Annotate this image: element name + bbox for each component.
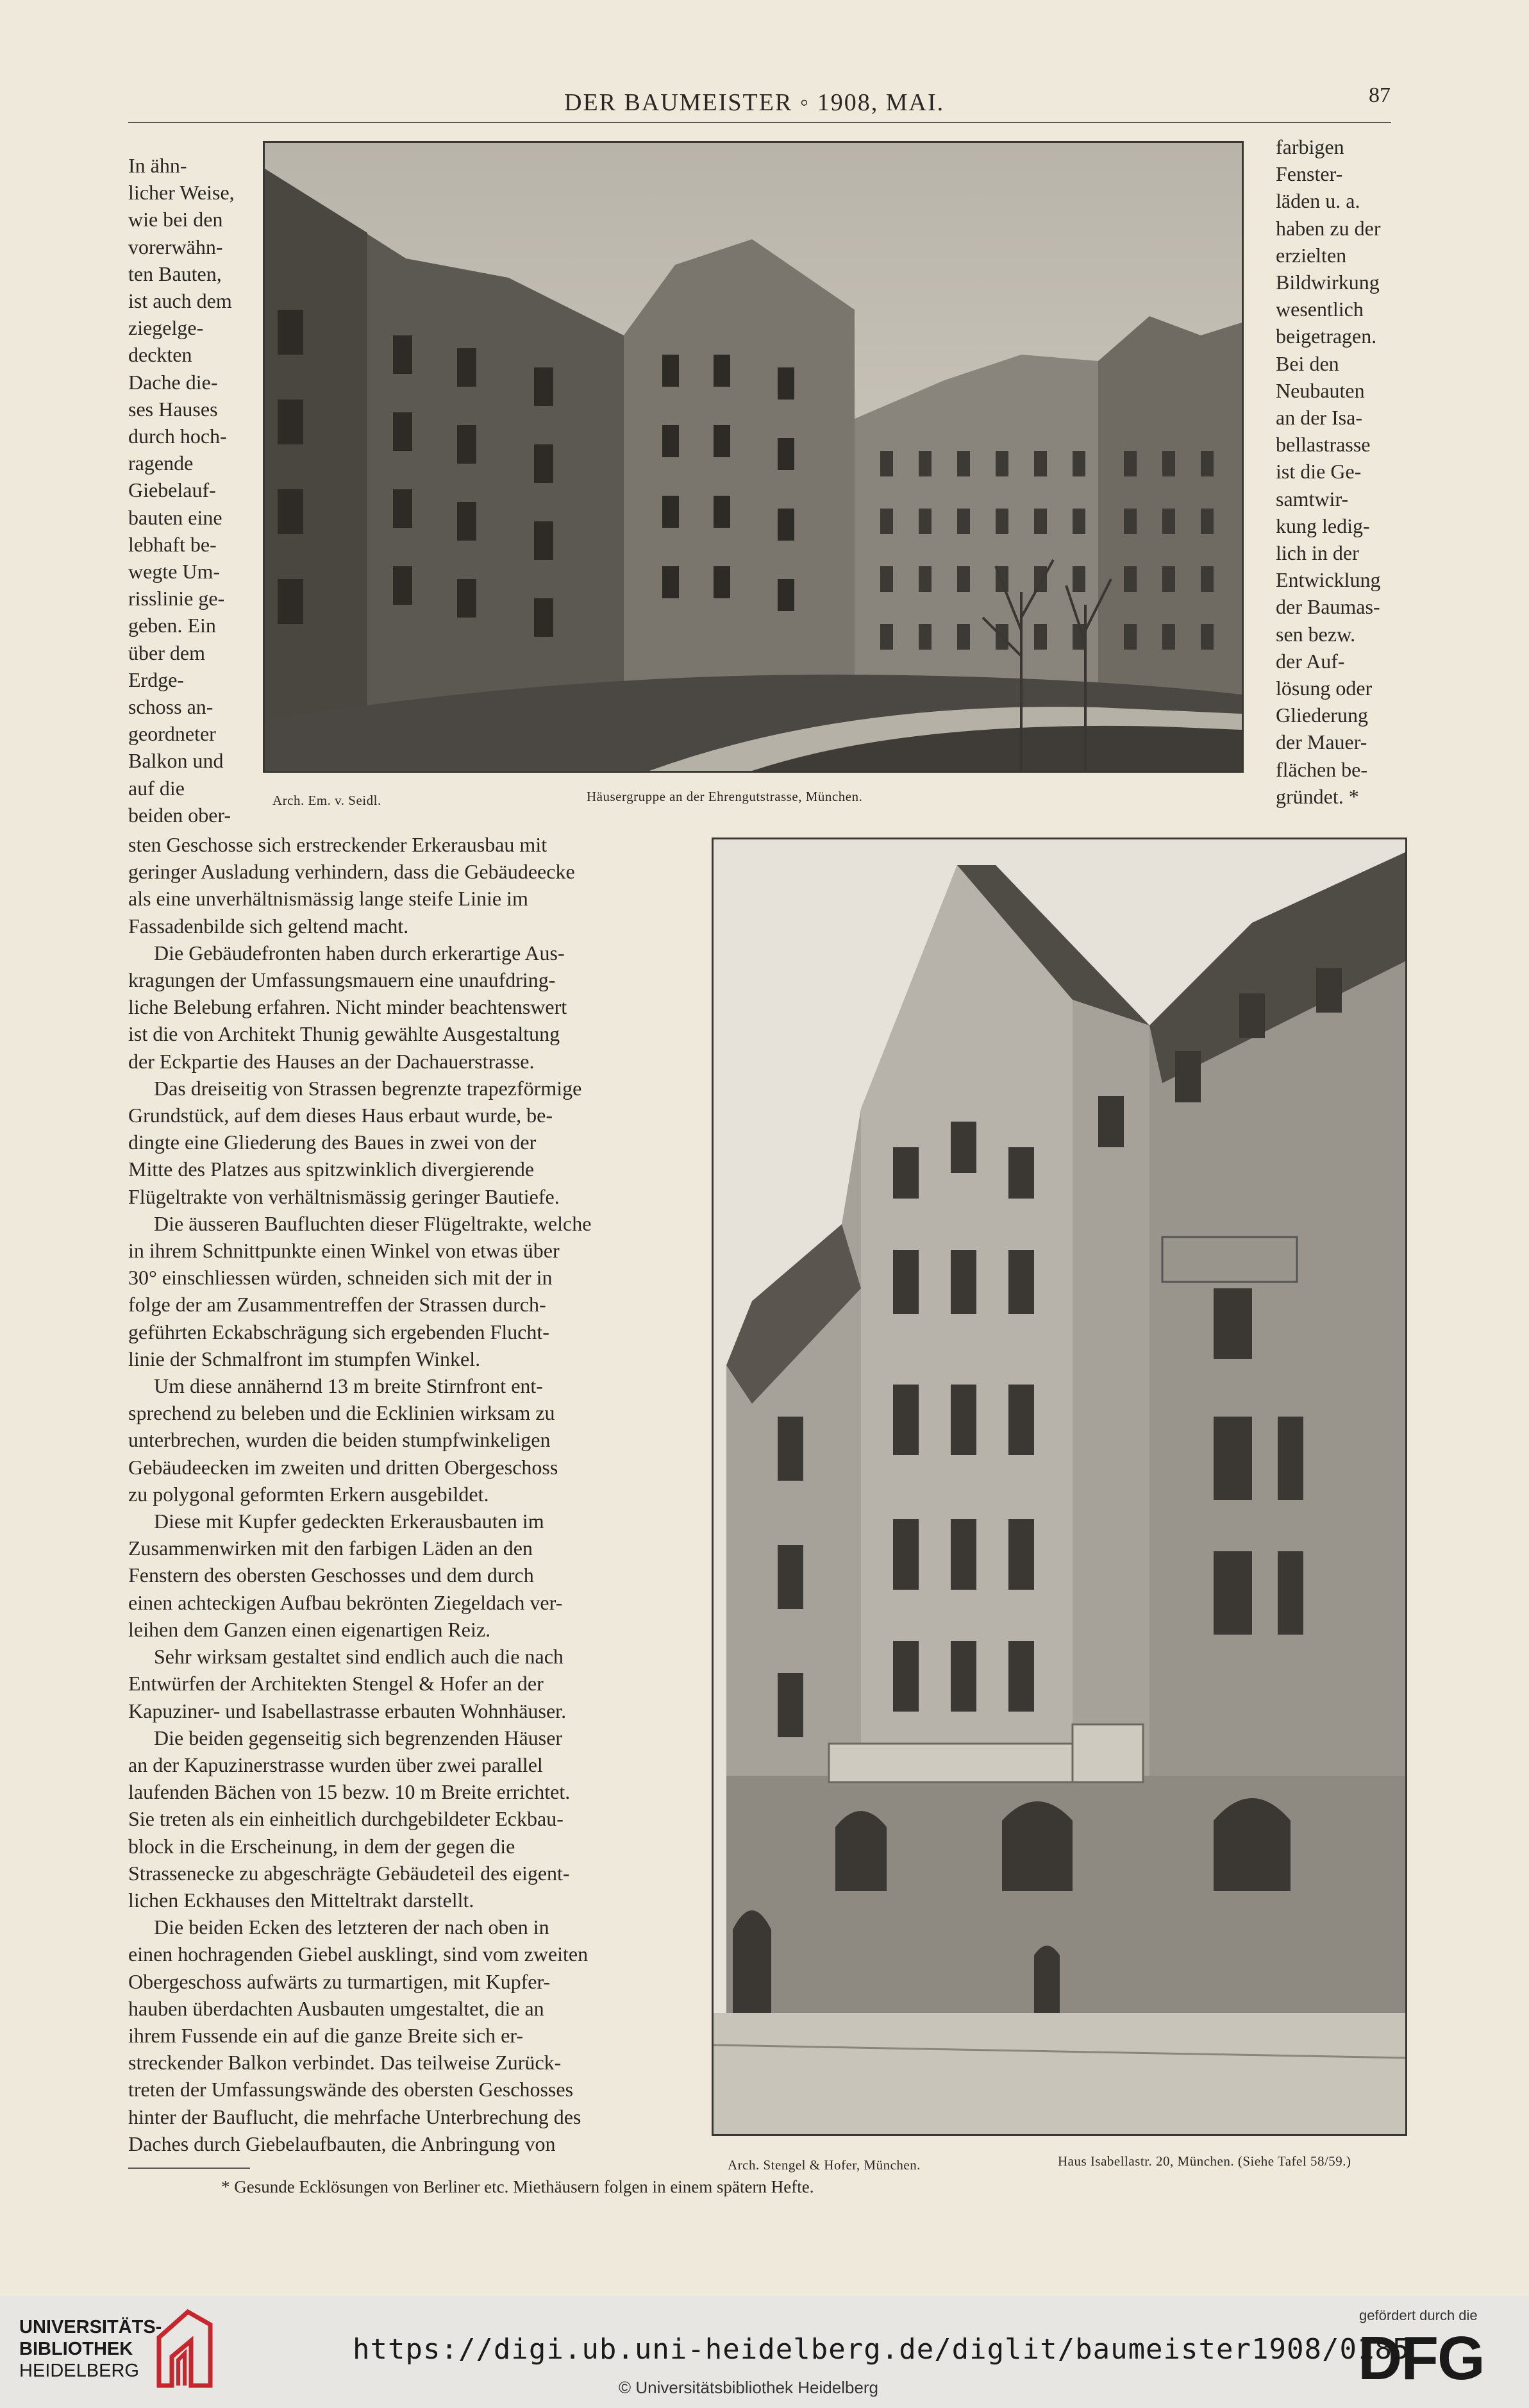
text-line: lebhaft be- [128,532,217,556]
text-line: der Baumas- [1276,595,1380,619]
text-line: Die beiden Ecken des letzteren der nach oben in [154,1915,549,1939]
text-line: ses Hauses [128,397,218,421]
text-line: ist auch dem [128,289,232,313]
text-line: treten der Umfassungswände des obersten Geschosses [128,2078,574,2101]
text-line: wesentlich [1276,298,1364,321]
text-line: haben zu der [1276,216,1381,240]
footnote: * Gesunde Ecklösungen von Berliner etc. Miethäusern folgen in einem spätern Hefte. [221,2177,814,2196]
text-line: dingte eine Gliederung des Baues in zwei von der [128,1131,537,1154]
text-line: lich in der [1276,541,1359,565]
text-line: geben. Ein [128,614,216,637]
text-line: hinter der Bauflucht, die mehrfache Unterbrechung des [128,2105,581,2128]
bottom-figure-caption: Haus Isabellastr. 20, München. (Siehe Tafel 58/59.) [1058,2153,1351,2169]
text-line: Neubauten [1276,378,1365,402]
text-line: Sie treten als ein einheitlich durchgebildeter Eckbau- [128,1807,564,1831]
text-line: risslinie ge- [128,587,225,610]
text-line: an der Kapuzinerstrasse wurden über zwei parallel [128,1753,543,1776]
text-line: der Auf- [1276,649,1345,673]
copyright-notice: © Universitätsbibliothek Heidelberg [619,2378,879,2397]
text-line: sprechend zu beleben und die Ecklinien wirksam zu [128,1401,555,1425]
library-logo-icon [153,2309,217,2389]
text-line: Entwürfen der Architekten Stengel & Hofer an der [128,1672,544,1696]
text-line: Flügeltrakte von verhältnismässig geringer Bautiefe. [128,1184,560,1208]
text-line: Diese mit Kupfer gedeckten Erkerausbauten im [154,1510,544,1533]
text-line: ist die von Architekt Thunig gewählte Ausgestaltung [128,1022,560,1046]
text-line: Die äusseren Baufluchten dieser Flügeltrakte, welche [154,1211,592,1235]
left-text-column [128,152,237,829]
text-line: Kapuziner- und Isabellastrasse erbauten Wohnhäuser. [128,1699,567,1722]
text-line: Bei den [1276,351,1339,375]
text-line: farbigen [1276,135,1344,158]
text-line: Dache die- [128,370,218,394]
text-line: ihrem Fussende ein auf die ganze Breite sich er- [128,2023,524,2047]
text-line: kung ledig- [1276,514,1370,537]
text-line: erzielten [1276,243,1347,267]
text-line: ragende [128,451,194,475]
text-line: Um diese annähernd 13 m breite Stirnfront ent- [154,1374,543,1398]
text-line: wie bei den [128,208,223,232]
text-line: Mitte des Platzes aus spitzwinklich divergierende [128,1158,535,1181]
text-line: Das dreiseitig von Strassen begrenzte trapezförmige [154,1076,582,1100]
text-line: zu polygonal geformten Erkern ausgebildet. [128,1482,489,1506]
top-figure-architect: Arch. Em. v. Seidl. [272,793,381,808]
text-line: durch hoch- [128,425,227,448]
top-figure-caption: Häusergruppe an der Ehrengutstrasse, München. [587,789,863,804]
footnote-rule [128,2168,250,2169]
text-line: 30° einschliessen würden, schneiden sich mit der in [128,1266,553,1290]
text-line: leihen dem Ganzen einen eigenartigen Reiz. [128,1617,491,1641]
right-text-column [1276,133,1401,810]
text-line: Fenstern des obersten Geschosses und dem durch [128,1563,534,1587]
text-line: läden u. a. [1276,189,1360,213]
text-line: laufenden Bächen von 15 bezw. 10 m Breite errichtet. [128,1780,571,1804]
house-facade-illustration [714,839,1405,2134]
main-text-column [128,831,683,2157]
library-line-1: UNIVERSITÄTS- [19,2317,162,2337]
text-line: bauten eine [128,505,222,529]
text-line: einen hochragenden Giebel ausklingt, sind vom zweiten [128,1942,589,1966]
text-line: samtwir- [1276,487,1349,510]
text-line: Gliederung [1276,703,1368,727]
library-line-3: HEIDELBERG [19,2361,139,2381]
text-line: flächen be- [1276,757,1368,781]
text-line: Strassenecke zu abgeschrägte Gebäudeteil des eigent- [128,1861,570,1885]
photo-haeusergruppe-ehrengutstrasse [263,141,1244,773]
text-line: geringer Ausladung verhindern, dass die Gebäudeecke [128,860,575,884]
text-line: auf die [128,776,185,800]
viewer-footer [0,2296,1529,2408]
text-line: streckender Balkon verbindet. Das teilweise Zurück- [128,2051,562,2075]
text-line: kragungen der Umfassungsmauern eine unaufdring- [128,968,556,992]
text-line: Zusammenwirken mit den farbigen Läden an den [128,1537,533,1560]
header-rule [128,122,1391,123]
text-line: licher Weise, [128,181,235,205]
text-line: Obergeschoss aufwärts zu turmartigen, mit Kupfer- [128,1969,551,1993]
text-line: an der Isa- [1276,406,1363,430]
text-line: deckten [128,343,192,367]
text-line: Fassadenbilde sich geltend macht. [128,914,409,938]
text-line: lösung oder [1276,677,1373,700]
permalink-url[interactable]: https://digi.ub.uni-heidelberg.de/diglit/baumeister1908/0185 [353,2333,1410,2366]
dfg-logo: DFG [1358,2324,1484,2393]
library-line-2: BIBLIOTHEK [19,2339,133,2359]
text-line: geführten Eckabschrägung sich ergebenden Flucht- [128,1320,549,1343]
text-line: der Mauer- [1276,730,1367,754]
text-line: Entwicklung [1276,568,1381,592]
text-line: unterbrechen, wurden die beiden stumpfwinkeligen [128,1428,551,1452]
text-line: Giebelauf- [128,478,216,502]
text-line: geordneter [128,722,216,746]
text-line: Sehr wirksam gestaltet sind endlich auch die nach [154,1645,564,1669]
funding-label: gefördert durch die [1359,2307,1478,2323]
text-line: hauben überdachten Ausbauten umgestaltet, die an [128,1996,544,2020]
text-line: vorerwähn- [128,235,223,258]
text-line: einen achteckigen Aufbau bekrönten Ziegeldach ver- [128,1590,563,1614]
text-line: Die Gebäudefronten haben durch erkerartige Aus- [154,941,565,964]
text-line: schoss an- [128,695,213,719]
library-name [19,2316,162,2382]
page-number: 87 [1369,83,1391,107]
text-line: In ähn- [128,154,187,177]
text-line: Grundstück, auf dem dieses Haus erbaut wurde, be- [128,1104,553,1127]
text-line: als eine unverhältnismässig lange steife Linie im [128,887,528,911]
text-line: Erdge- [128,668,185,691]
running-title: DER BAUMEISTER ◦ 1908, MAI. [564,89,945,116]
text-line: Daches durch Giebelaufbauten, die Anbringung von [128,2132,556,2155]
photo-haus-isabellastrasse [712,838,1407,2136]
text-line: gründet. * [1276,784,1359,808]
building-photo-illustration [265,143,1242,771]
text-line: Gebäudeecken im zweiten und dritten Obergeschoss [128,1455,558,1479]
text-line: ist die Ge- [1276,460,1362,484]
text-line: ziegelge- [128,316,204,340]
text-line: ten Bauten, [128,262,222,285]
text-line: folge der am Zusammentreffen der Strassen durch- [128,1293,546,1317]
text-line: block in die Erscheinung, in dem der gegen die [128,1834,515,1858]
text-line: der Eckpartie des Hauses an der Dachauerstrasse. [128,1049,535,1073]
text-line: Fenster- [1276,162,1343,186]
text-line: sten Geschosse sich erstreckender Erkerausbau mit [128,833,547,856]
text-line: liche Belebung erfahren. Nicht minder beachtenswert [128,995,567,1019]
text-line: beiden ober- [128,803,231,827]
text-line: Balkon und [128,749,224,773]
text-line: wegte Um- [128,560,221,584]
text-line: beigetragen. [1276,324,1377,348]
text-line: Bildwirkung [1276,271,1380,294]
text-line: in ihrem Schnittpunkte einen Winkel von etwas über [128,1239,560,1263]
text-line: über dem [128,641,205,664]
text-line: linie der Schmalfront im stumpfen Winkel. [128,1347,481,1370]
text-line: bellastrasse [1276,433,1371,457]
bottom-figure-architect: Arch. Stengel & Hofer, München. [728,2157,921,2173]
text-line: Die beiden gegenseitig sich begrenzenden Häuser [154,1726,563,1749]
text-line: lichen Eckhauses den Mitteltrakt darstellt. [128,1888,474,1912]
text-line: sen bezw. [1276,622,1356,646]
